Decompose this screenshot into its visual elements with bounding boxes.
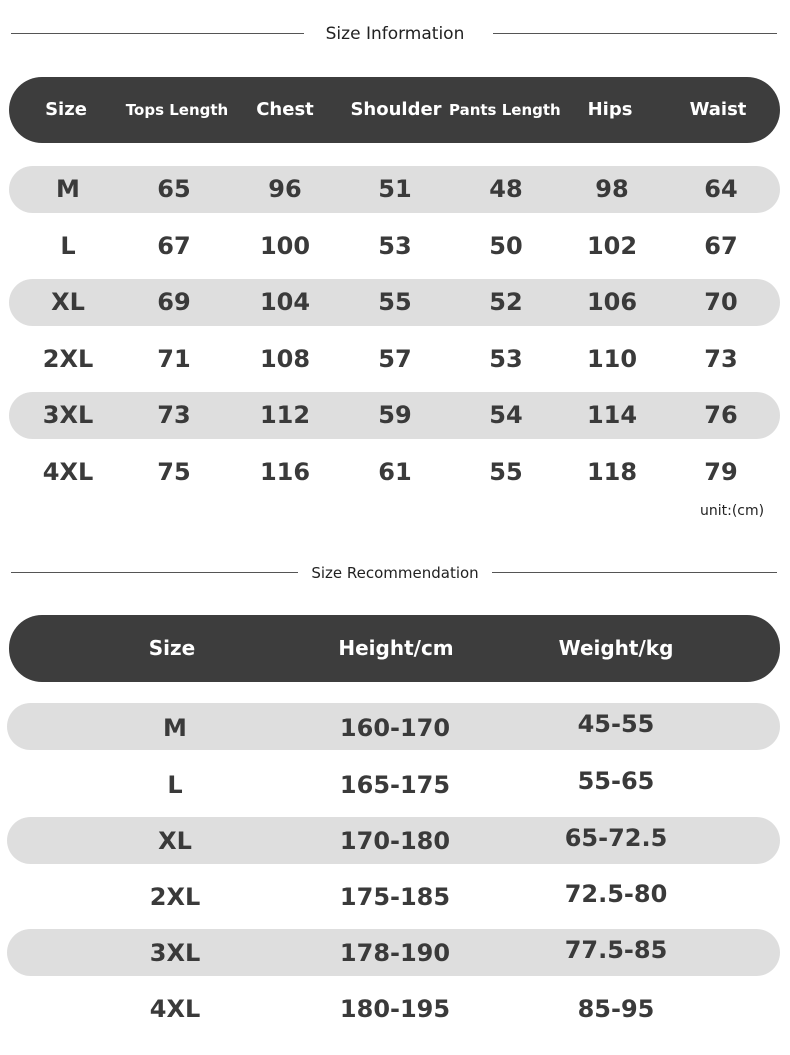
cell-height: 178-190 — [339, 939, 451, 967]
cell-hips: 118 — [586, 458, 638, 486]
cell-shoulder: 51 — [378, 175, 412, 203]
header-chest: Chest — [256, 99, 314, 120]
cell-size: 4XL — [149, 995, 201, 1023]
cell-pants-length: 54 — [489, 401, 523, 429]
table-row — [9, 449, 780, 496]
cell-chest: 100 — [259, 232, 311, 260]
cell-hips: 110 — [586, 345, 638, 373]
cell-chest: 112 — [259, 401, 311, 429]
size-recommendation-heading — [0, 563, 790, 583]
cell-shoulder: 57 — [378, 345, 412, 373]
header-hips: Hips — [587, 99, 633, 120]
cell-weight: 45-55 — [577, 710, 655, 738]
cell-weight: 77.5-85 — [564, 936, 668, 964]
cell-shoulder: 59 — [378, 401, 412, 429]
header-size: Size — [148, 636, 196, 660]
cell-size: 3XL — [149, 939, 201, 967]
cell-shoulder: 55 — [378, 288, 412, 316]
header-shoulder: Shoulder — [350, 99, 442, 120]
cell-chest: 96 — [268, 175, 302, 203]
cell-height: 170-180 — [339, 827, 451, 855]
table-row — [9, 166, 780, 213]
cell-size: M — [56, 175, 80, 203]
cell-size: 4XL — [42, 458, 94, 486]
header-waist: Waist — [689, 99, 747, 120]
section-title: Size Recommendation — [311, 564, 479, 582]
cell-waist: 76 — [704, 401, 738, 429]
header-height: Height/cm — [338, 636, 454, 660]
header-pants-length: Pants Length — [449, 101, 561, 119]
section-title: Size Information — [325, 24, 465, 44]
cell-size: 2XL — [149, 883, 201, 911]
table-row — [9, 279, 780, 326]
table-row — [9, 392, 780, 439]
cell-hips: 106 — [586, 288, 638, 316]
cell-waist: 70 — [704, 288, 738, 316]
table-row — [9, 336, 780, 383]
cell-hips: 114 — [586, 401, 638, 429]
cell-height: 180-195 — [339, 995, 451, 1023]
cell-size: 3XL — [42, 401, 94, 429]
unit-label: unit:(cm) — [700, 503, 765, 519]
cell-weight: 55-65 — [577, 767, 655, 795]
table-row — [7, 986, 780, 1033]
table-row — [7, 760, 780, 807]
table-row — [9, 223, 780, 270]
cell-size: L — [60, 232, 76, 260]
table-row — [7, 929, 780, 976]
cell-hips: 102 — [586, 232, 638, 260]
cell-pants-length: 55 — [489, 458, 523, 486]
cell-tops-length: 75 — [157, 458, 191, 486]
size-rec-header — [9, 615, 780, 682]
cell-weight: 85-95 — [577, 995, 655, 1023]
header-tops-length: Tops Length — [125, 101, 229, 119]
header-weight: Weight/kg — [558, 636, 674, 660]
cell-waist: 67 — [704, 232, 738, 260]
cell-size: XL — [158, 827, 192, 855]
cell-waist: 73 — [704, 345, 738, 373]
cell-size: M — [163, 714, 187, 742]
cell-tops-length: 69 — [157, 288, 191, 316]
cell-weight: 65-72.5 — [564, 824, 668, 852]
table-row — [7, 817, 780, 864]
cell-tops-length: 65 — [157, 175, 191, 203]
cell-tops-length: 73 — [157, 401, 191, 429]
cell-chest: 108 — [259, 345, 311, 373]
cell-pants-length: 48 — [489, 175, 523, 203]
cell-pants-length: 53 — [489, 345, 523, 373]
cell-pants-length: 52 — [489, 288, 523, 316]
size-info-header — [9, 77, 780, 143]
cell-chest: 104 — [259, 288, 311, 316]
cell-tops-length: 67 — [157, 232, 191, 260]
cell-chest: 116 — [259, 458, 311, 486]
cell-height: 175-185 — [339, 883, 451, 911]
cell-hips: 98 — [595, 175, 629, 203]
cell-size: 2XL — [42, 345, 94, 373]
cell-pants-length: 50 — [489, 232, 523, 260]
header-size: Size — [45, 99, 87, 120]
cell-height: 160-170 — [339, 714, 451, 742]
cell-size: L — [167, 771, 183, 799]
table-row — [7, 703, 780, 750]
cell-tops-length: 71 — [157, 345, 191, 373]
cell-waist: 64 — [704, 175, 738, 203]
cell-height: 165-175 — [339, 771, 451, 799]
size-information-heading — [0, 24, 790, 44]
cell-weight: 72.5-80 — [564, 880, 668, 908]
table-row — [7, 873, 780, 920]
cell-waist: 79 — [704, 458, 738, 486]
cell-shoulder: 61 — [378, 458, 412, 486]
cell-size: XL — [51, 288, 85, 316]
cell-shoulder: 53 — [378, 232, 412, 260]
